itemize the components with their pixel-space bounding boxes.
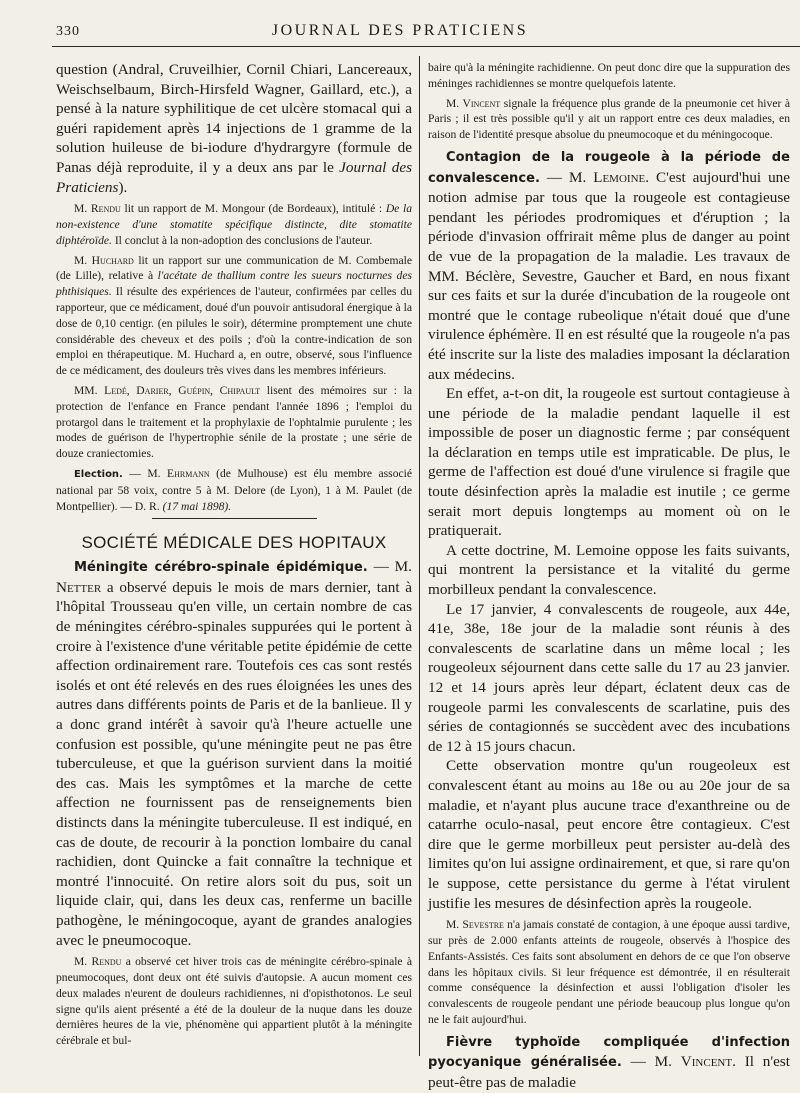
paragraph-election: Election. — M. Ehrmann (de Mulhouse) est élu membre associé national par 58 voix, contre 5 à M. Delore (de Lyon), 1 à M. Paulet (de Montpellier). — D. R. (17 mai 1898). bbox=[56, 466, 412, 513]
author-name: M. Sevestre bbox=[446, 918, 504, 932]
author-name: M. Huchard bbox=[74, 253, 134, 267]
section-rule bbox=[152, 518, 317, 519]
date-signature: (17 mai 1898). bbox=[162, 499, 232, 513]
header-rule bbox=[52, 46, 800, 47]
section-heading bbox=[56, 518, 412, 553]
paper-title: l'acétate de thallium contre les sueurs nocturnes des phthisiques. bbox=[56, 269, 412, 299]
journal-reference: Journal des Praticiens bbox=[56, 158, 412, 196]
right-column bbox=[428, 60, 791, 1091]
paragraph-ulcer-syphilis: question (Andral, Cruveilhier, Cornil Chiari, Lancereaux, Weischselbaum, Birch-Hirsfeld Wagner, Gaillard, etc.), a pensé à la nature syphilitique de cet ulcère stomacal qui a guéri rapidement après 14 injections de 1 gramme de la solution huileuse de bi-iodure d'hydrargyre (formule de Panas déjà reproduite, il y a deux ans par le Journal des Praticiens). bbox=[56, 61, 412, 196]
author-name: M. Vincent bbox=[446, 96, 501, 110]
paper-title: De la non-existence d'une stomatite spécifique distincte, dite stomatite diphtéroïde. bbox=[56, 202, 413, 247]
page-header bbox=[0, 0, 800, 50]
journal-title: JOURNAL DES PRATICIENS bbox=[271, 22, 529, 39]
author-names: MM. Ledé, Darier, Guépin, Chipault bbox=[74, 383, 261, 397]
page-number: 330 bbox=[56, 24, 80, 39]
paragraph-typhoid: Fièvre typhoïde compliquée d'infection pyocyanique généralisée. — M. Vincent. Il n'est peut-être pas de maladie bbox=[428, 1034, 790, 1091]
left-column bbox=[56, 60, 412, 1055]
author-name: Lemoine bbox=[593, 168, 646, 186]
paragraph-memoirs: MM. Ledé, Darier, Guépin, Chipault lisent des mémoires sur : la protection de l'enfance en France pendant l'année 1896 ; l'emploi du protargol dans le traitement et la prophylaxie de l'ophtalmie purulente ; les modes de guérison de l'hypertrophie sénile de la prostate ; une série de douze craniectomies. bbox=[56, 383, 412, 461]
column-divider bbox=[419, 56, 420, 1056]
paragraph-vincent-pneumonia: M. Vincent signale la fréquence plus grande de la pneumonie cet hiver à Paris ; il est très possible qu'il y ait un rapport entre ces deux maladies, en raison de l'identité presque absolue du pneumocoque et du méningocoque. bbox=[428, 96, 790, 142]
paragraph-january-cases: Le 17 janvier, 4 convalescents de rougeole, aux 44e, 41e, 38e, 18e jour de la maladie sont réunis à des convalescents de scarlatine dans un même local ; les rougeoleux séjournent dans cette salle du 17 au 23 janvier. 12 et 14 jours après leur départ, éclatent deux cas de rougeole parmi les convalescents de scarlatine, puis des séries de contagionnés se succèdent avec des incubations de 12 à 15 jours chacun. bbox=[428, 600, 790, 755]
paragraph-meningitis: Méningite cérébro-spinale épidémique. — M. Netter a observé depuis le mois de mars dernier, tant à l'hôpital Trousseau qu'en ville, un certain nombre de cas de méningites cérébro-spinales suppurées qui le portent à croire à l'existence d'une véritable petite épidémie de cette affection ordinairement rare. Toutefois ces cas sont restés isolés et ont été relevés en des rues éloignées les unes des autres dans différents points de Paris et de la banlieue. Il y a donc grand intérêt à savoir qu'à l'heure actuelle une confusion est possible, qu'une méningite peut ne pas être tuberculeuse, et que la guérison survient dans la moitié des cas. Mais les symptômes et la marche de cette affection ne fournissent pas de renseignements bien distincts dans la méningite tuberculeuse. Il est indiqué, en cas de doute, de recourir à la ponction lombaire du canal rachidien, dont Quincke a fait connaître la technique et montré l'innocuité. On retire alors soit du pus, soit un liquide clair, qui, dans les deux cas, renferme un bacille pathogène, le méningocoque, ayant de grandes analogies avec le pneumocoque. bbox=[56, 558, 412, 949]
section-title: SOCIÉTÉ MÉDICALE DES HOPITAUX bbox=[81, 533, 387, 553]
paragraph-observation: Cette observation montre qu'un rougeoleux est convalescent étant au moins au 18e ou au 20e jour de sa maladie, et n'ayant plus aucune trace d'exanthreine ou de catarrhe oculo-nasal, peut encore être contagieux. C'est dire que le germe morbilleux peut persister au-delà des limites qu'on lui assigne ordinairement, et que, si rare qu'on le suppose, cette persistance du germe à l'état virulent justifie les mesures de désinfection après la rougeole. bbox=[428, 757, 790, 912]
author-name: Ehrmann bbox=[167, 466, 210, 480]
author-name: M. Rendu bbox=[74, 955, 122, 969]
paragraph-rendu-cases: M. Rendu a observé cet hiver trois cas de méningite cérébro-spinale à pneumocoques, dont deux ont été suivis d'autopsie. A aucun moment ces deux malades n'eurent de douleurs rachidiennes, ni d'opisthotonos. Le seul signe qu'ils aient présenté a été de la douleur de la nuque dans les douze dernières heures de la vie, phénomène qui appartient plutôt à la méningite cérébrale et bul- bbox=[56, 955, 412, 1048]
paragraph-huchard-report: M. Huchard lit un rapport sur une communication de M. Combemale (de Lille), relative à l'acétate de thallium contre les sueurs nocturnes des phthisiques. Il résulte des expériences de l'auteur, confirmées par celles du rapporteur, que ce médicament, doué d'un pouvoir antisudoral énergique à la dose de 0,10 centigr. (en pilules le soir), détermine promptement une chute considérable des cheveux et des poils ; d'où la contre-indication de son emploi en thérapeutique. M. Huchard a, en outre, observé, sous l'influence de ce médicament, des douleurs très vives dans les membres inférieurs. bbox=[56, 253, 413, 378]
run-in-heading: Méningite cérébro-spinale épidémique. bbox=[74, 560, 368, 576]
paragraph-doctrine: En effet, a-t-on dit, la rougeole est surtout contagieuse à une période de la maladie pendant laquelle il est impossible de poser un diagnostic ferme ; par conséquent la déclaration en temps utile est impraticable. De plus, le germe de l'affection est doué d'une virulence si fragile que toute désinfection après la maladie est inutile ; ce germe serait mort depuis longtemps au moment où on le pratiquerait. bbox=[428, 385, 790, 540]
author-name: Netter bbox=[56, 578, 102, 596]
paragraph-rendu-report: M. Rendu lit un rapport de M. Mongour (de Bordeaux), intitulé : De la non-existence d'une stomatite spécifique distincte, dite stomatite diphtéroïde. Il conclut à la non-adoption des conclusions de l'auteur. bbox=[56, 202, 413, 247]
paragraph-continuation: baire qu'à la méningite rachidienne. On peut donc dire que la suppuration des méninges rachidiennes se montre quelquefois latente. bbox=[428, 61, 790, 90]
paragraph-sevestre: M. Sevestre n'a jamais constaté de contagion, à une époque aussi tardive, sur près de 2.000 enfants atteints de rougeole, observés à l'hospice des Enfants-Assistés. Ces faits sont absolument en dehors de ce que l'on observe dans les hôpitaux civils. Si leur fréquence est démontrée, il en résulterait comme conséquence la désinfection et aussi l'obligation d'isoler les convalescents de rougeole pendant une période beaucoup plus longue qu'on ne le fait aujourd'hui. bbox=[428, 918, 791, 1026]
author-name: Vincent bbox=[680, 1053, 733, 1071]
run-in-heading: Contagion de la rougeole à la période de convalescence. bbox=[428, 149, 790, 186]
author-name: M. Rendu bbox=[74, 202, 121, 216]
paragraph-lemoine-facts: A cette doctrine, M. Lemoine oppose les faits suivants, qui montrent la persistance et la vitalité du germe morbilleux pendant la convalescence. bbox=[428, 541, 790, 599]
run-in-heading: Fièvre typhoïde compliquée d'infection pyocyanique généralisée. bbox=[428, 1034, 790, 1071]
run-in-heading: Election. bbox=[74, 468, 123, 480]
paragraph-measles-contagion: Contagion de la rougeole à la période de convalescence. — M. Lemoine. C'est aujourd'hui une notion admise par tous que la rougeole est contagieuse pendant les périodes prodromiques et d'éruption ; la période d'invasion offrirait même plus de danger au point de vue de la propagation de la maladie. Les travaux de MM. Béclère, Sevestre, Gaucher et Bard, en nous fixant sur ces faits et sur la durée d'incubation de la rougeole ont montré que le contage rubeolique n'était doué que d'une virulence éphémère. Il en est résulté que la rougeole n'a pas été inscrite sur la liste des maladies imposant la déclaration aux médecins. bbox=[428, 149, 790, 383]
